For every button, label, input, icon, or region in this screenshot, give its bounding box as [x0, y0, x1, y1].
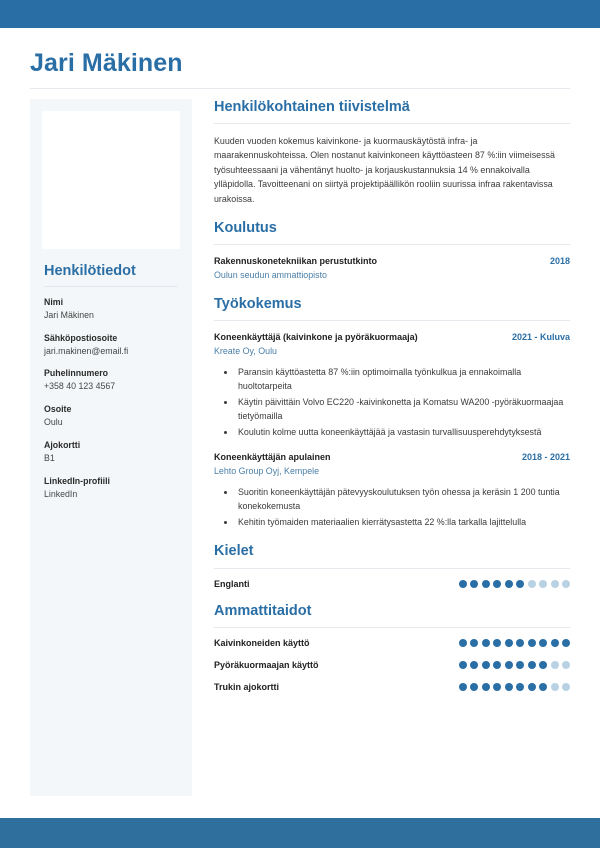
entry-title: Koneenkäyttäjän apulainen — [214, 452, 331, 463]
section-education — [214, 220, 570, 282]
list-item: • Koulutin kolme uutta koneenkäyttäjää ja vastasin turvallisuusperehdytyksestä — [236, 425, 570, 439]
detail-value: B1 — [44, 452, 55, 463]
rating-dot-filled — [516, 639, 524, 647]
detail-field-phone — [44, 368, 178, 393]
list-item: • Kehitin työmaiden materiaalien kierrätysastetta 22 %:lla tarkalla lajittelulla — [236, 515, 570, 529]
main-column — [192, 89, 570, 693]
rating-dot-filled — [539, 639, 547, 647]
rating-dot-empty — [562, 683, 570, 691]
rating-dot-filled — [505, 661, 513, 669]
rating-dot-filled — [482, 683, 490, 691]
experience-entry — [214, 331, 570, 439]
detail-value: Oulu — [44, 417, 63, 428]
entry-header — [214, 331, 570, 344]
entry-title: Rakennuskonetekniikan perustutkinto — [214, 256, 378, 267]
detail-field-license — [44, 440, 178, 465]
skill-row — [214, 638, 570, 648]
detail-value: jari.makinen@email.fi — [44, 345, 129, 356]
rating-dot-filled — [528, 661, 536, 669]
list-item: • Käytin päivittäin Volvo EC220 -kaivinkonetta ja Komatsu WA200 -pyöräkuormaajaa tietyömailla — [236, 395, 570, 423]
rating-dot-filled — [459, 683, 467, 691]
section-title-experience: Työkokemus — [214, 296, 302, 313]
language-label: Englanti — [214, 578, 250, 589]
profile-photo-placeholder — [42, 111, 180, 249]
sidebar — [30, 99, 192, 797]
skill-rating-dots — [459, 683, 571, 691]
section-divider — [214, 320, 570, 321]
entry-employer: Lehto Group Oyj, Kempele — [214, 466, 320, 477]
rating-dot-filled — [482, 661, 490, 669]
section-title-skills: Ammattitaidot — [214, 602, 312, 619]
entry-bullet-list — [214, 485, 570, 529]
section-skills — [214, 603, 570, 692]
language-row — [214, 579, 570, 589]
detail-label: LinkedIn-profiili — [44, 475, 110, 486]
list-item: • Paransin käyttöastetta 87 %:iin optimoimalla työnkulkua ja ennakoimalla huoltotarpeita — [236, 365, 570, 393]
rating-dot-filled — [493, 639, 501, 647]
entry-date: 2018 - 2021 — [521, 452, 570, 463]
detail-label: Osoite — [44, 404, 72, 415]
rating-dot-filled — [516, 661, 524, 669]
section-title-languages: Kielet — [214, 543, 254, 560]
rating-dot-empty — [551, 661, 559, 669]
section-experience — [214, 296, 570, 529]
experience-entry — [214, 451, 570, 529]
rating-dot-filled — [562, 639, 570, 647]
rating-dot-filled — [482, 580, 490, 588]
rating-dot-empty — [551, 580, 559, 588]
rating-dot-empty — [562, 661, 570, 669]
skill-label: Kaivinkoneiden käyttö — [214, 638, 310, 649]
rating-dot-filled — [516, 580, 524, 588]
section-title-education: Koulutus — [214, 220, 277, 236]
rating-dot-filled — [493, 661, 501, 669]
detail-field-email — [44, 333, 178, 358]
sidebar-section-title: Henkilötiedot — [44, 262, 136, 279]
rating-dot-filled — [505, 580, 513, 588]
entry-institution: Oulun seudun ammattiopisto — [214, 270, 327, 281]
rating-dot-filled — [459, 661, 467, 669]
rating-dot-filled — [505, 683, 513, 691]
bottom-accent-bar — [0, 818, 600, 848]
rating-dot-empty — [562, 580, 570, 588]
skill-label: Trukin ajokortti — [214, 682, 280, 693]
rating-dot-empty — [551, 683, 559, 691]
entry-date: 2021 - Kuluva — [511, 332, 570, 343]
entry-header — [214, 255, 570, 268]
rating-dot-filled — [482, 639, 490, 647]
section-divider — [214, 568, 570, 569]
section-divider — [214, 627, 570, 628]
detail-label: Nimi — [44, 296, 64, 307]
rating-dot-filled — [459, 639, 467, 647]
detail-label: Sähköpostiosoite — [44, 332, 118, 343]
personal-details-list — [42, 297, 180, 501]
skill-row — [214, 682, 570, 692]
page-title: Jari Mäkinen — [30, 49, 183, 77]
skill-rating-dots — [459, 639, 571, 647]
rating-dot-filled — [528, 683, 536, 691]
education-entry — [214, 255, 570, 282]
rating-dot-filled — [505, 639, 513, 647]
section-summary — [214, 99, 570, 207]
list-item: • Suoritin koneenkäyttäjän pätevyyskoulutuksen työn ohessa ja keräsin 1 200 tuntia konekokemusta — [236, 485, 570, 513]
content-columns — [30, 89, 570, 819]
detail-label: Puhelinnumero — [44, 368, 109, 379]
detail-field-linkedin — [44, 476, 178, 501]
rating-dot-filled — [551, 639, 559, 647]
name-header — [30, 28, 570, 89]
cv-body — [0, 28, 600, 818]
top-accent-bar — [0, 0, 600, 28]
detail-field-nimi — [44, 297, 178, 322]
detail-value: +358 40 123 4567 — [44, 381, 116, 392]
rating-dot-filled — [539, 683, 547, 691]
rating-dot-filled — [459, 580, 467, 588]
entry-employer: Kreate Oy, Oulu — [214, 346, 277, 357]
rating-dot-filled — [539, 661, 547, 669]
detail-value: Jari Mäkinen — [44, 309, 94, 320]
skill-rating-dots — [459, 661, 571, 669]
rating-dot-filled — [470, 661, 478, 669]
skill-label: Pyöräkuormaajan käyttö — [214, 660, 319, 671]
section-divider — [214, 123, 570, 124]
rating-dot-filled — [493, 683, 501, 691]
detail-value[interactable]: LinkedIn — [44, 488, 78, 499]
entry-bullet-list — [214, 365, 570, 439]
entry-header — [214, 451, 570, 464]
summary-text: Kuuden vuoden kokemus kaivinkone- ja kuormauskäytöstä infra- ja maarakennuskohteissa. Olen nostanut kaivinkoneen käyttöasteen 87 %:iin viimeisessä työsuhteessaani ja vähentänyt huolto- ja korjauskustannuksia 14 % ennakoivalla ylläpidolla. Tavoitteenani on siirtyä projektipäällikön rooliin suurissa infraa rakentavissa urakoissa. — [214, 135, 555, 204]
language-rating-dots — [459, 580, 571, 588]
rating-dot-filled — [470, 639, 478, 647]
rating-dot-filled — [516, 683, 524, 691]
detail-field-address — [44, 404, 178, 429]
rating-dot-filled — [493, 580, 501, 588]
rating-dot-empty — [539, 580, 547, 588]
detail-label: Ajokortti — [44, 439, 81, 450]
rating-dot-filled — [528, 639, 536, 647]
skill-row — [214, 660, 570, 670]
section-title-summary: Henkilökohtainen tiivistelmä — [214, 98, 410, 115]
entry-title: Koneenkäyttäjä (kaivinkone ja pyöräkuormaaja) — [214, 332, 418, 343]
rating-dot-filled — [470, 580, 478, 588]
entry-date: 2018 — [549, 256, 570, 267]
rating-dot-filled — [470, 683, 478, 691]
section-languages — [214, 543, 570, 588]
sidebar-title-divider — [44, 286, 178, 287]
section-divider — [214, 244, 570, 245]
rating-dot-empty — [528, 580, 536, 588]
